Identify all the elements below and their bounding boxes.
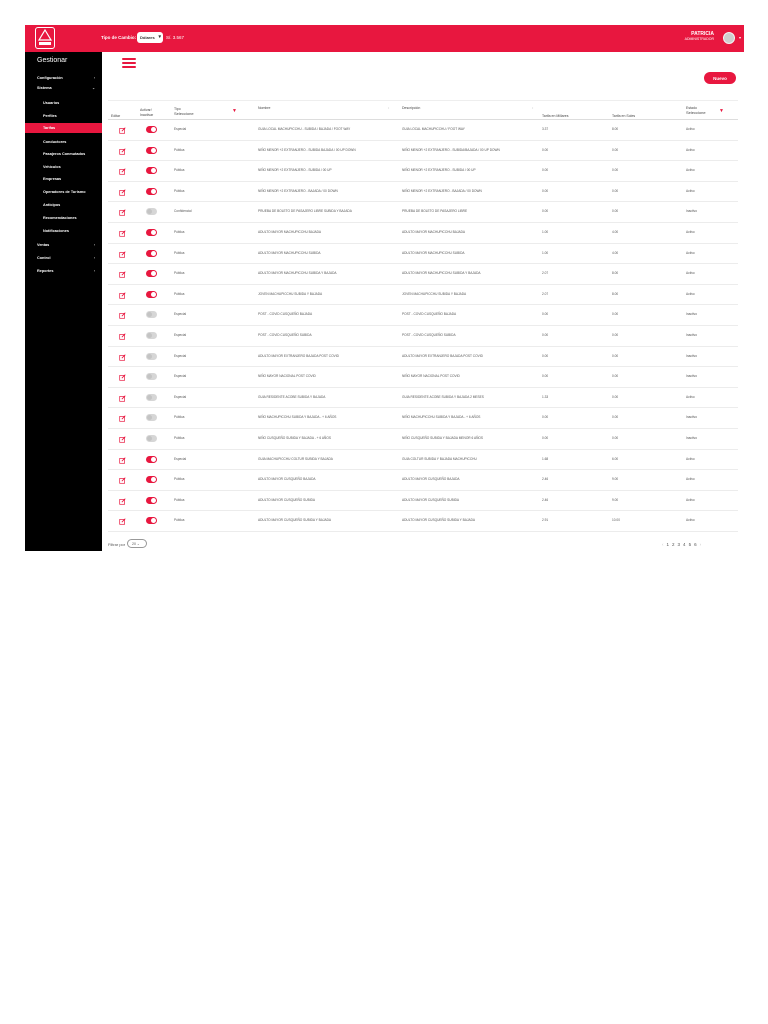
edit-icon[interactable] (119, 230, 126, 237)
filter-triangle-icon[interactable]: ▼ (232, 108, 237, 114)
toggle-knob (147, 374, 152, 379)
sidebar-item-label: Recomendaciones (43, 216, 77, 220)
edit-icon[interactable] (119, 354, 126, 361)
name-cell: NIÑO MACHUPICCHU SUBIDA Y BAJADA - + 6 AÑOS (258, 415, 337, 420)
page-link[interactable]: 1 (666, 542, 670, 547)
state-cell: Activo (686, 394, 695, 399)
filter-label: Filtrar por (108, 542, 126, 547)
toggle-knob (151, 292, 156, 297)
fare-thousands-cell: 0.00 (542, 312, 549, 317)
fare-thousands-cell: 2.07 (542, 271, 549, 276)
state-cell: Activo (686, 168, 695, 173)
edit-icon[interactable] (119, 271, 126, 278)
user-name: PATRICIA (691, 31, 714, 37)
col-fare-soles: Tarifa en Soles (612, 114, 636, 118)
name-cell: ADULTO MAYOR CUSQUEÑO SUBIDA (258, 497, 316, 502)
edit-icon[interactable] (119, 477, 126, 484)
currency-select[interactable] (137, 32, 163, 43)
name-cell: GUIA LOCAL MACHUPICCHU - SUBIDA / BAJADA / FOOT WAY (258, 127, 351, 131)
name-cell: ADULTO MAYOR MACHUPICCHU BAJADA (258, 229, 322, 234)
fare-soles-cell: 0.00 (612, 209, 619, 214)
exchange-rate-label: Tipo de Cambio: (101, 35, 137, 40)
table-row (108, 305, 738, 326)
name-cell: PRUEBA DE BOLETO DE PASAJERO LIBRE SUBIDA Y BAJADA (258, 209, 352, 214)
fare-soles-cell: 10.00 (612, 518, 620, 523)
edit-icon[interactable] (119, 498, 126, 505)
toggle-knob (151, 127, 156, 132)
type-cell: Especial (174, 374, 187, 379)
prev-page-icon[interactable]: ‹ (662, 542, 664, 547)
table-row (108, 182, 738, 203)
fare-thousands-cell: 1.68 (542, 456, 549, 461)
col-name-label: Nombre (258, 106, 271, 110)
sidebar-item-empresas[interactable] (25, 174, 102, 184)
name-cell: POST - COVID CUSQUEÑO SUBIDA (258, 332, 312, 337)
table-row (108, 429, 738, 450)
type-cell: Pública (174, 188, 185, 193)
type-cell: Pública (174, 229, 185, 234)
fare-soles-cell: 0.00 (612, 353, 619, 358)
sidebar-item-anticipos[interactable] (25, 200, 102, 210)
active-toggle[interactable] (146, 167, 157, 174)
sidebar-item-configuración[interactable] (25, 73, 102, 83)
fare-soles-cell: 0.00 (612, 168, 619, 173)
table-row (108, 491, 738, 512)
toggle-knob (151, 498, 156, 503)
fare-thousands-cell: 0.00 (542, 209, 549, 214)
active-toggle[interactable] (146, 373, 157, 380)
fare-soles-cell: 0.00 (612, 394, 619, 399)
description-cell: NIÑO MENOR +2 EXTRANJERO - SUBIDA / 00 UP (402, 168, 476, 173)
state-cell: Activo (686, 188, 695, 193)
type-cell: Especial (174, 353, 187, 358)
type-cell: Pública (174, 435, 185, 440)
page-size-select[interactable] (127, 539, 147, 548)
name-cell: POST - COVID CUSQUEÑO BAJADA (258, 312, 313, 317)
table-row (108, 285, 738, 306)
fare-thousands-cell: 0.00 (542, 147, 549, 152)
edit-icon[interactable] (119, 292, 126, 299)
description-cell: ADULTO MAYOR MACHUPICCHU SUBIDA (402, 250, 465, 255)
fare-soles-cell: 0.00 (612, 332, 619, 337)
sidebar-item-conductores[interactable] (25, 137, 102, 147)
description-cell: POST - COVID CUSQUEÑO SUBIDA (402, 332, 456, 337)
hamburger-menu-icon[interactable] (122, 58, 136, 70)
name-cell: GUIA RESIDENTE ACOBE SUBIDA Y BAJADA (258, 394, 326, 399)
active-toggle[interactable] (146, 126, 157, 133)
chevron-icon: › (93, 256, 95, 260)
state-cell: Inactivo (686, 415, 697, 420)
state-cell: Inactivo (686, 435, 697, 440)
name-cell: ADULTO MAYOR CUSQUEÑO BAJADA (258, 477, 316, 482)
toggle-knob (151, 457, 156, 462)
table-row (108, 120, 738, 141)
sidebar-item-label: Anticipos (43, 203, 61, 207)
name-cell: ADULTO MAYOR MACHUPICCHU SUBIDA Y BAJADA (258, 271, 337, 276)
page-link[interactable]: 6 (694, 542, 697, 547)
fare-soles-cell: 8.00 (612, 271, 619, 276)
name-cell: ADULTO MAYOR MACHUPICCHU SUBIDA (258, 250, 321, 255)
state-cell: Activo (686, 477, 695, 482)
state-cell: Activo (686, 250, 695, 255)
sidebar-item-operadores-de-turismo[interactable] (25, 187, 102, 197)
sidebar-item-label: Usuarios (43, 101, 60, 105)
sidebar-item-tarifas[interactable] (25, 123, 102, 133)
edit-icon[interactable] (119, 395, 126, 402)
chevron-icon: › (93, 243, 95, 247)
table-row (108, 244, 738, 265)
sidebar-item-sistema[interactable] (25, 83, 102, 93)
fare-soles-cell: 4.00 (612, 250, 619, 255)
active-toggle[interactable] (146, 414, 157, 421)
state-filter-select[interactable]: Seleccione (686, 109, 706, 115)
toggle-knob (151, 271, 156, 276)
toggle-knob (151, 477, 156, 482)
fare-thousands-cell: 2.07 (542, 291, 549, 296)
name-cell: ADULTO MAYOR EXTRANJERO BAJADA POST COVID (258, 353, 339, 358)
brand-logo-icon (36, 28, 54, 48)
user-role: ADMINISTRADOR (684, 37, 714, 41)
edit-icon[interactable] (119, 374, 126, 381)
edit-icon[interactable] (119, 127, 126, 134)
table-row (108, 223, 738, 244)
fare-thousands-cell: 2.91 (542, 518, 549, 523)
fare-thousands-cell: 0.00 (542, 353, 549, 358)
state-cell: Activo (686, 127, 695, 131)
toggle-knob (151, 148, 156, 153)
col-toggle: Activar/ Inactivar (140, 108, 154, 117)
fare-soles-cell: 0.00 (612, 415, 619, 420)
sort-icon[interactable]: ↕ (388, 106, 390, 110)
sidebar-item-control[interactable] (25, 253, 102, 263)
table-header (108, 100, 738, 120)
state-cell: Activo (686, 456, 695, 461)
description-cell: ADULTO MAYOR MACHUPICCHU SUBIDA Y BAJADA (402, 271, 481, 276)
table-row (108, 511, 738, 532)
type-cell: Pública (174, 147, 185, 152)
new-button[interactable]: Nuevo (704, 72, 736, 84)
filter-triangle-icon[interactable]: ▼ (719, 108, 724, 114)
active-toggle[interactable] (146, 229, 157, 236)
sidebar-item-label: Vehículos (43, 165, 61, 169)
description-cell: ADULTO MAYOR CUSQUEÑO SUBIDA Y BAJADA (402, 518, 476, 523)
table-row (108, 326, 738, 347)
currency-value: Dólares (140, 35, 155, 40)
sidebar-item-recomendaciones[interactable] (25, 213, 102, 223)
type-cell: Pública (174, 291, 185, 296)
toggle-knob (147, 312, 152, 317)
active-toggle[interactable] (146, 147, 157, 154)
active-toggle[interactable] (146, 291, 157, 298)
type-cell: Pública (174, 168, 185, 173)
state-cell: Inactivo (686, 312, 697, 317)
name-cell: NIÑO MAYOR NACIONAL POST COVID (258, 374, 316, 379)
fare-soles-cell: 0.00 (612, 147, 619, 152)
sidebar-title: Gestionar (37, 57, 68, 64)
sidebar-item-label: Configuración (37, 76, 63, 80)
sidebar-item-vehículos[interactable] (25, 162, 102, 172)
fare-soles-cell: 9.00 (612, 497, 619, 502)
sidebar-item-perfiles[interactable] (25, 111, 102, 121)
logo[interactable] (35, 27, 55, 49)
state-cell: Inactivo (686, 374, 697, 379)
next-page-icon[interactable]: › (699, 542, 702, 547)
sidebar-item-label: Conductores (43, 140, 67, 144)
active-toggle[interactable] (146, 497, 157, 504)
sort-icon[interactable]: ↕ (532, 106, 534, 110)
active-toggle[interactable] (146, 353, 157, 360)
state-cell: Inactivo (686, 332, 697, 337)
description-cell: JOVEN MACHUPICCHU SUBIDA Y BAJADA (402, 291, 467, 296)
description-cell: NIÑO CUSQUEÑO SUBIDA Y BAJADA MENOR 6 AÑOS (402, 435, 484, 440)
fare-soles-cell: 0.00 (612, 312, 619, 317)
col-state-label: Estado (686, 106, 697, 110)
active-toggle[interactable] (146, 456, 157, 463)
edit-icon[interactable] (119, 168, 126, 175)
table-row (108, 141, 738, 162)
toggle-knob (151, 168, 156, 173)
table-row (108, 470, 738, 491)
description-cell: ADULTO MAYOR EXTRANJERO BAJADA POST COVID (402, 353, 483, 358)
type-cell: Pública (174, 271, 185, 276)
name-cell: GUIA MACHUPICCHU COLTUR SUBIDA Y BAJADA (258, 456, 333, 461)
fare-soles-cell: 0.00 (612, 374, 619, 379)
type-cell: Pública (174, 518, 185, 523)
table-row (108, 450, 738, 471)
user-menu-chevron-icon[interactable]: ▾ (738, 35, 741, 40)
edit-icon[interactable] (119, 209, 126, 216)
fare-thousands-cell: 0.00 (542, 415, 549, 420)
col-description[interactable] (402, 106, 534, 111)
name-cell: NIÑO MENOR +2 EXTRANJERO - BAJADA / 00 DOWN (258, 188, 338, 193)
edit-icon[interactable] (119, 148, 126, 155)
name-cell: ADULTO MAYOR CUSQUEÑO SUBIDA Y BAJADA (258, 518, 332, 523)
description-cell: POST - COVID CUSQUEÑO BAJADA (402, 312, 457, 317)
state-cell: Inactivo (686, 353, 697, 358)
fare-thousands-cell: 1.33 (542, 394, 549, 399)
fare-thousands-cell: 2.46 (542, 497, 549, 502)
type-cell: Especial (174, 312, 187, 317)
sidebar-item-notificaciones[interactable] (25, 226, 102, 236)
description-cell: GUIA LOCAL MACHUPICCHU / FOOT WAY (402, 127, 465, 131)
table-row (108, 264, 738, 285)
toggle-knob (147, 354, 152, 359)
caret-down-icon: ▾ (158, 34, 161, 40)
toggle-knob (147, 333, 152, 338)
toggle-knob (151, 518, 156, 523)
toggle-knob (147, 395, 152, 400)
active-toggle[interactable] (146, 311, 157, 318)
sidebar-item-pasajeros-conmutados[interactable] (25, 149, 102, 159)
top-bar (25, 25, 744, 52)
sidebar-item-usuarios[interactable] (25, 98, 102, 108)
fare-soles-cell: 0.00 (612, 435, 619, 440)
type-cell: Pública (174, 415, 185, 420)
page-link[interactable]: 5 (688, 542, 692, 547)
col-fare-thousands: Tarifa en Millares (542, 114, 569, 118)
sidebar-item-label: Empresas (43, 177, 62, 181)
toggle-knob (147, 436, 152, 441)
sidebar-item-label: Pasajeros Conmutados (43, 152, 86, 156)
active-toggle[interactable] (146, 394, 157, 401)
sidebar-item-ventas[interactable] (25, 240, 102, 250)
active-toggle[interactable] (146, 188, 157, 195)
description-cell: ADULTO MAYOR MACHUPICCHU BAJADA (402, 229, 466, 234)
type-cell: Confidencial (174, 209, 192, 214)
chevron-icon: › (93, 76, 95, 80)
sidebar-item-label: Notificaciones (43, 229, 69, 233)
toggle-knob (151, 189, 156, 194)
pagination (662, 542, 704, 547)
table-row (108, 347, 738, 368)
sidebar (25, 52, 102, 551)
exchange-rate-value: S/. 3.567 (166, 35, 185, 40)
state-cell: Activo (686, 497, 695, 502)
type-cell: Pública (174, 250, 185, 255)
sidebar-item-label: Tarifas (43, 126, 56, 130)
state-cell: Activo (686, 147, 695, 152)
sidebar-item-label: Reportes (37, 269, 54, 273)
type-filter-select[interactable]: Seleccione (174, 110, 194, 116)
name-cell: NIÑO MENOR +2 EXTRANJERO - SUBIDA BAJADA / 00 UP DOWN (258, 147, 356, 152)
type-cell: Especial (174, 127, 187, 131)
edit-icon[interactable] (119, 189, 126, 196)
sidebar-item-reportes[interactable] (25, 266, 102, 276)
state-cell: Activo (686, 291, 695, 296)
description-cell: ADULTO MAYOR CUSQUEÑO BAJADA (402, 477, 460, 482)
toggle-knob (147, 415, 152, 420)
fare-soles-cell: 8.00 (612, 291, 619, 296)
sidebar-item-label: Ventas (37, 243, 50, 247)
fare-thousands-cell: 3.37 (542, 127, 549, 131)
edit-icon[interactable] (119, 312, 126, 319)
table-row (108, 388, 738, 409)
type-cell: Pública (174, 497, 185, 502)
state-cell: Activo (686, 518, 695, 523)
toggle-knob (147, 209, 152, 214)
fare-thousands-cell: 0.00 (542, 188, 549, 193)
avatar[interactable] (723, 32, 735, 44)
page-size-value: 20 (132, 542, 136, 546)
description-cell: PRUEBA DE BOLETO DE PASAJERO LIBRE (402, 209, 468, 214)
table-row (108, 367, 738, 388)
type-cell: Especial (174, 394, 187, 399)
fare-thousands-cell: 1.00 (542, 250, 549, 255)
col-edit: Editar (111, 114, 121, 118)
edit-icon[interactable] (119, 415, 126, 422)
col-description-label: Descripción (402, 106, 421, 110)
col-name[interactable] (258, 106, 390, 111)
type-cell: Especial (174, 456, 187, 461)
page-link[interactable]: 3 (677, 542, 681, 547)
chevron-icon: ⌄ (92, 86, 95, 90)
fare-soles-cell: 9.00 (612, 477, 619, 482)
active-toggle[interactable] (146, 208, 157, 215)
fare-thousands-cell: 2.46 (542, 477, 549, 482)
page-link[interactable]: 2 (672, 542, 675, 547)
active-toggle[interactable] (146, 270, 157, 277)
sidebar-item-label: Control (37, 256, 51, 260)
col-type[interactable] (174, 107, 237, 116)
table-row (108, 202, 738, 223)
description-cell: NIÑO MENOR +2 EXTRANJERO - SUBIDA/BAJADA / 00 UP DOWN (402, 147, 500, 152)
sidebar-item-label: Operadores de Turismo (43, 190, 86, 194)
name-cell: NIÑO MENOR +2 EXTRANJERO - SUBIDA / 00 UP (258, 168, 332, 173)
edit-icon[interactable] (119, 457, 126, 464)
toggle-knob (151, 230, 156, 235)
active-toggle[interactable] (146, 517, 157, 524)
edit-icon[interactable] (119, 333, 126, 340)
description-cell: NIÑO MACHUPICCHU SUBIDA Y BAJADA - + 6 AÑOS (402, 415, 481, 420)
toggle-knob (151, 251, 156, 256)
description-cell: NIÑO MENOR +2 EXTRANJERO - BAJADA / 00 DOWN (402, 188, 482, 193)
state-cell: Activo (686, 229, 695, 234)
edit-icon[interactable] (119, 518, 126, 525)
fare-thousands-cell: 0.00 (542, 332, 549, 337)
fare-thousands-cell: 0.00 (542, 168, 549, 173)
name-cell: NIÑO CUSQUEÑO SUBIDA Y BAJADA - + 6 AÑOS (258, 435, 331, 440)
active-toggle[interactable] (146, 476, 157, 483)
fare-thousands-cell: 0.00 (542, 374, 549, 379)
fare-thousands-cell: 0.00 (542, 435, 549, 440)
fare-thousands-cell: 1.00 (542, 229, 549, 234)
chevron-down-icon: ⌄ (136, 542, 140, 546)
sidebar-item-label: Sistema (37, 86, 52, 90)
description-cell: GUIA RESIDENTE ACOBE SUBIDA Y BAJADA 2 MESES (402, 394, 484, 399)
description-cell: ADULTO MAYOR CUSQUEÑO SUBIDA (402, 497, 460, 502)
name-cell: JOVEN MACHUPICCHU SUBIDA Y BAJADA (258, 291, 323, 296)
fare-soles-cell: 4.00 (612, 229, 619, 234)
description-cell: NIÑO MAYOR NACIONAL POST COVID (402, 374, 460, 379)
active-toggle[interactable] (146, 435, 157, 442)
edit-icon[interactable] (119, 436, 126, 443)
page-link[interactable]: 4 (683, 542, 686, 547)
chevron-icon: › (93, 269, 95, 273)
description-cell: GUIA COLTUR SUBIDA Y BAJADA MACHUPICCHU (402, 456, 477, 461)
sidebar-item-label: Perfiles (43, 114, 57, 118)
table-row (108, 408, 738, 429)
state-cell: Activo (686, 271, 695, 276)
fare-soles-cell: 8.00 (612, 127, 619, 131)
table-body (108, 120, 738, 532)
edit-icon[interactable] (119, 251, 126, 258)
table-row (108, 161, 738, 182)
col-type-label: Tipo (174, 107, 181, 111)
fare-soles-cell: 0.00 (612, 188, 619, 193)
fare-soles-cell: 6.00 (612, 456, 619, 461)
fares-table (108, 100, 738, 532)
active-toggle[interactable] (146, 250, 157, 257)
state-cell: Inactivo (686, 209, 697, 214)
type-cell: Especial (174, 332, 187, 337)
col-state[interactable] (686, 106, 724, 115)
active-toggle[interactable] (146, 332, 157, 339)
type-cell: Pública (174, 477, 185, 482)
